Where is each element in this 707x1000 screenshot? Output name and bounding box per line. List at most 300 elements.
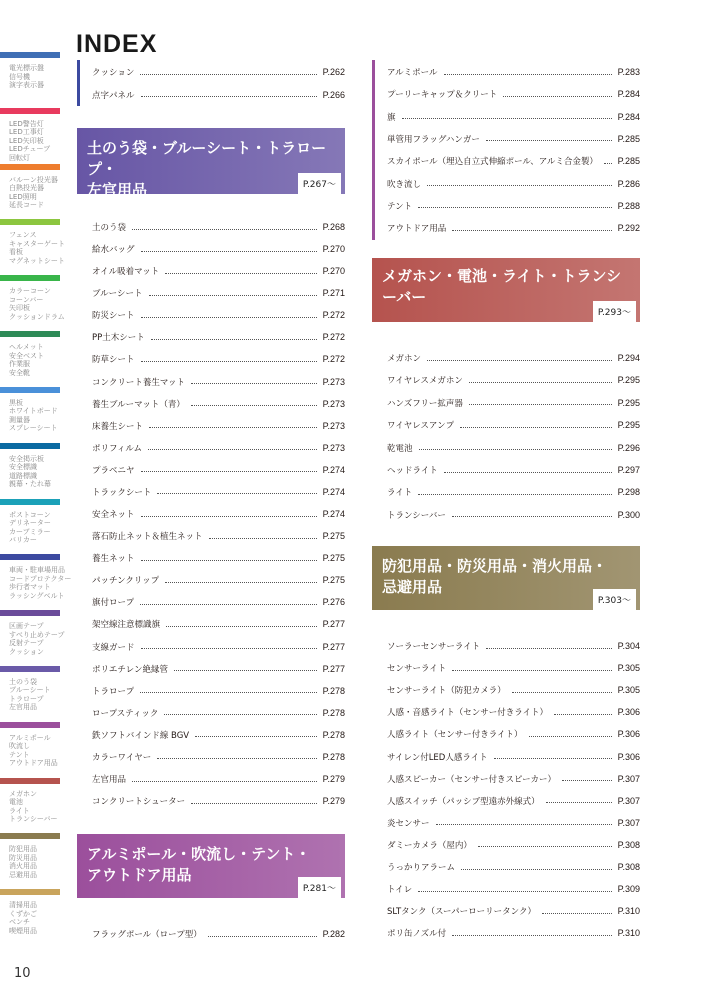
section-page-ref[interactable]: P.267～: [298, 173, 341, 198]
entry-name: 支線ガード: [92, 642, 135, 653]
entry-name: トランシーバー: [387, 510, 446, 521]
entry-name: センサーライト（防犯カメラ）: [387, 686, 506, 697]
side-tab-label: 電池: [9, 798, 23, 807]
side-tab[interactable]: [0, 722, 60, 778]
entry-page: P.272: [322, 332, 345, 343]
side-tab-label: ラッシングベルト: [9, 591, 65, 600]
leader-dots: [165, 582, 317, 583]
entry-name: 人感スピーカー（センサー付きスピーカー）: [387, 774, 556, 785]
side-tab[interactable]: [0, 833, 60, 889]
side-tab-label: 区画テープ: [9, 622, 44, 631]
section-title-line2: 忌避用品: [382, 578, 443, 596]
index-entry[interactable]: [92, 65, 345, 79]
side-tab-label: 黒板: [9, 398, 23, 407]
entry-name: 防草シート: [92, 355, 135, 366]
entry-name: カラーワイヤー: [92, 752, 152, 763]
entry-name: アルミポール: [387, 68, 438, 78]
side-tab-label: アウトドア用品: [9, 759, 58, 768]
index-entry[interactable]: [92, 507, 345, 521]
entry-page: P.278: [322, 751, 345, 762]
index-entry[interactable]: [92, 640, 345, 654]
side-tab-label: フェンス: [9, 231, 37, 240]
side-tab-label: バルーン投光器: [9, 175, 58, 184]
side-tab-label: 安全ベスト: [9, 351, 44, 360]
leader-dots: [460, 427, 612, 428]
entry-name: ソーラーセンサーライト: [387, 642, 481, 652]
side-tab-label: 清掃用品: [9, 901, 37, 910]
index-entry[interactable]: [92, 264, 345, 278]
entry-name: ポリフィルム: [92, 443, 142, 454]
leader-dots: [546, 802, 612, 803]
leader-dots: [141, 251, 317, 252]
section-page-ref[interactable]: P.293～: [593, 301, 636, 326]
section-title-line1: メガホン・電池・ライト・トランシーバー: [382, 267, 622, 306]
leader-dots: [209, 538, 317, 539]
index-entry[interactable]: [92, 728, 345, 742]
index-entry[interactable]: [387, 351, 640, 365]
side-tab-label: 測量器: [9, 415, 30, 424]
entry-name: ポリエチレン絶縁管: [92, 664, 168, 675]
index-entry[interactable]: [387, 683, 640, 697]
side-tab-label: マグネットシート: [9, 256, 65, 265]
entry-page: P.295: [617, 375, 640, 386]
index-entry[interactable]: [387, 441, 640, 455]
entry-page: P.294: [617, 353, 640, 363]
side-tab-label: 道路標識: [9, 471, 37, 480]
side-tab-label: 安全標識: [9, 463, 37, 472]
side-tab-label: 信号機: [9, 72, 30, 81]
entry-page: P.310: [617, 928, 640, 939]
index-entry[interactable]: [92, 242, 345, 256]
index-entry[interactable]: [387, 727, 640, 741]
side-tab[interactable]: [0, 331, 60, 387]
index-entry[interactable]: [92, 330, 345, 344]
entry-page: P.270: [322, 266, 345, 277]
index-entry[interactable]: [387, 926, 640, 940]
entry-page: P.274: [322, 486, 345, 497]
entry-page: P.310: [617, 906, 640, 917]
index-entry[interactable]: [387, 65, 640, 79]
index-entry[interactable]: [92, 794, 345, 808]
leader-dots: [141, 560, 317, 561]
entry-name: 旗付ロープ: [92, 598, 135, 609]
index-entry[interactable]: [387, 154, 640, 168]
side-index-tabs: [0, 52, 72, 945]
entry-name: テント: [387, 201, 413, 212]
index-entry[interactable]: [387, 199, 640, 213]
index-entry[interactable]: [387, 750, 640, 764]
entry-name: 単管用フラッグハンガー: [387, 134, 480, 145]
leader-dots: [141, 96, 317, 97]
leader-dots: [191, 803, 316, 804]
side-tab-label: 矢印板: [9, 304, 30, 313]
entry-page: P.292: [617, 223, 640, 234]
leader-dots: [191, 383, 317, 384]
side-tab-label: LED工事灯: [9, 128, 44, 137]
entry-page: P.268: [322, 222, 345, 232]
index-entry[interactable]: [92, 750, 345, 764]
index-entry[interactable]: [387, 860, 640, 874]
leader-dots: [452, 516, 612, 517]
entry-name: オイル吸着マット: [92, 267, 160, 278]
leader-dots: [452, 670, 611, 671]
side-tab[interactable]: [0, 666, 60, 722]
leader-dots: [141, 471, 317, 472]
entry-name: 落石防止ネット＆植生ネット: [92, 532, 203, 543]
leader-dots: [503, 96, 611, 97]
index-entry[interactable]: [92, 397, 345, 411]
side-tab-label: くずかご: [9, 909, 37, 918]
entry-page: P.282: [322, 929, 345, 939]
entry-page: P.307: [617, 773, 640, 784]
entry-page: P.274: [322, 509, 345, 520]
entry-name: トラックシート: [92, 487, 152, 498]
section-title-line1: 土のう袋・ブルーシート・トラロープ・: [87, 139, 327, 178]
entry-name: センサーライト: [387, 664, 447, 675]
entry-name: フラッグポール（ロープ型）: [92, 930, 202, 940]
leader-dots: [174, 670, 317, 671]
leader-dots: [140, 692, 317, 693]
accent-line-right: [372, 60, 375, 240]
entry-page: P.288: [617, 200, 640, 211]
entry-name: トイレ: [387, 885, 413, 896]
side-tab-label: 土のう袋: [9, 677, 37, 686]
entry-name: ワイヤレスメガホン: [387, 376, 463, 387]
side-tab-label: 安全靴: [9, 368, 30, 377]
entry-page: P.307: [617, 817, 640, 828]
leader-dots: [419, 449, 612, 450]
entry-page: P.306: [617, 707, 640, 718]
index-entry[interactable]: [92, 485, 345, 499]
entry-page: P.284: [617, 89, 640, 100]
section-header-megaphone: [372, 258, 640, 322]
index-entry[interactable]: [387, 463, 640, 477]
entry-page: P.279: [322, 774, 345, 784]
entry-page: P.277: [322, 663, 345, 674]
entry-name: 鉄ソフトバインド線 BGV: [92, 730, 190, 741]
index-entry[interactable]: [387, 508, 640, 522]
entry-name: 人感スイッチ（パッシブ型遠赤外線式）: [387, 796, 540, 807]
entry-page: P.275: [322, 553, 345, 564]
section-header-donou: [77, 128, 345, 199]
side-tab-label: 左官用品: [9, 703, 37, 712]
entry-name: プラベニヤ: [92, 465, 135, 476]
side-tab-label: LED警告灯: [9, 119, 44, 128]
index-entry[interactable]: [92, 352, 345, 366]
leader-dots: [562, 780, 612, 781]
leader-dots: [542, 913, 612, 914]
entry-name: ライト: [387, 488, 413, 499]
index-entry[interactable]: [387, 838, 640, 852]
entry-page: P.308: [617, 862, 640, 872]
side-tab-label: スプレーシート: [9, 424, 58, 433]
side-tab[interactable]: [0, 443, 60, 499]
side-tab-label: キャスターゲート: [9, 239, 65, 248]
side-tab-label: アルミポール: [9, 733, 51, 742]
index-entry[interactable]: [387, 87, 640, 101]
index-entry[interactable]: [92, 88, 345, 102]
index-entry[interactable]: [387, 794, 640, 808]
entry-name: 防災シート: [92, 311, 135, 322]
index-entry[interactable]: [92, 375, 345, 389]
entry-name: 床養生シート: [92, 421, 144, 432]
index-entry[interactable]: [92, 573, 345, 587]
entry-page: P.285: [617, 133, 640, 144]
side-tab-label: テント: [9, 750, 30, 759]
entry-name: 旗: [387, 112, 396, 123]
leader-dots: [157, 493, 316, 494]
entry-page: P.270: [322, 244, 345, 255]
leader-dots: [208, 936, 317, 937]
side-tab-label: 忌避用品: [9, 870, 37, 879]
index-entry[interactable]: [387, 418, 640, 432]
entry-page: P.273: [322, 376, 345, 387]
entry-page: P.277: [322, 619, 345, 630]
page-title: INDEX: [76, 30, 158, 58]
leader-dots: [486, 140, 612, 141]
side-tab-label: 安全掲示板: [9, 454, 44, 463]
leader-dots: [469, 382, 612, 383]
side-tab-label: トランシーバー: [9, 815, 58, 824]
entry-page: P.275: [322, 575, 345, 586]
entry-name: うっかりアラーム: [387, 863, 456, 873]
index-entry[interactable]: [387, 661, 640, 675]
index-entry[interactable]: [387, 485, 640, 499]
accent-line-left: [77, 60, 80, 106]
side-tab[interactable]: [0, 164, 60, 220]
leader-dots: [148, 449, 317, 450]
index-entry[interactable]: [387, 705, 640, 719]
entry-page: P.305: [617, 663, 640, 674]
side-tab[interactable]: [0, 610, 65, 666]
entry-name: ポリ缶ノズル付: [387, 929, 447, 940]
side-tab-label: LED矢印板: [9, 136, 44, 145]
index-entry[interactable]: [92, 441, 345, 455]
entry-name: 炎センサー: [387, 818, 430, 829]
entry-page: P.295: [617, 420, 640, 431]
entry-name: 給水バッグ: [92, 245, 135, 256]
section-title-line2: 左官用品: [87, 181, 148, 199]
index-entry[interactable]: [387, 177, 640, 191]
side-tab-label: 防災用品: [9, 853, 37, 862]
side-tab-label: 看板: [9, 248, 23, 257]
leader-dots: [166, 626, 317, 627]
entry-page: P.262: [322, 67, 345, 77]
entry-name: 架空線注意標識旗: [92, 620, 161, 631]
index-entry[interactable]: [92, 551, 345, 565]
leader-dots: [149, 427, 317, 428]
leader-dots: [486, 648, 612, 649]
section-page-ref[interactable]: P.303～: [593, 589, 636, 614]
entry-name: 土のう袋: [92, 223, 127, 233]
entry-page: P.273: [322, 398, 345, 409]
side-tab[interactable]: [0, 499, 60, 555]
entry-page: P.296: [617, 442, 640, 453]
side-tab-label: ライト: [9, 806, 30, 815]
index-entry[interactable]: [92, 927, 345, 941]
entry-name: 人感ライト（センサー付きライト）: [387, 730, 523, 741]
index-entry[interactable]: [92, 463, 345, 477]
leader-dots: [452, 935, 611, 936]
entry-page: P.266: [322, 89, 345, 100]
side-tab-label: 反射テープ: [9, 639, 44, 648]
entry-page: P.305: [617, 685, 640, 696]
entry-name: 養生ブルーマット（青）: [92, 399, 185, 410]
side-tab-label: 車両・駐車場用品: [9, 566, 65, 575]
leader-dots: [469, 404, 612, 405]
entry-page: P.284: [617, 111, 640, 122]
leader-dots: [195, 736, 317, 737]
entry-name: 点字パネル: [92, 90, 135, 101]
index-entry[interactable]: [387, 132, 640, 146]
side-tab-label: LEDチューブ: [9, 145, 51, 154]
index-entry[interactable]: [92, 772, 345, 786]
leader-dots: [141, 361, 317, 362]
side-tab-label: 歩行者マット: [9, 583, 51, 592]
entry-page: P.272: [322, 354, 345, 365]
index-entry[interactable]: [387, 772, 640, 786]
index-entry[interactable]: [92, 286, 345, 300]
side-tab[interactable]: [0, 219, 65, 275]
index-entry[interactable]: [92, 595, 345, 609]
entry-name: ワイヤレスアンプ: [387, 421, 455, 432]
entry-page: P.277: [322, 641, 345, 652]
leader-dots: [529, 736, 612, 737]
entry-name: コンクリート養生マット: [92, 377, 185, 388]
side-tab-label: 電光標示盤: [9, 64, 44, 72]
side-tab-label: 回転灯: [9, 153, 30, 162]
entry-page: P.275: [322, 531, 345, 542]
side-tab-label: クッションドラム: [9, 312, 65, 321]
index-entry[interactable]: [387, 221, 640, 235]
leader-dots: [132, 781, 317, 782]
side-tab-label: コーンバー: [9, 295, 44, 304]
side-tab-label: 喫煙用品: [9, 926, 37, 935]
index-entry[interactable]: [387, 639, 640, 653]
side-tab[interactable]: [0, 52, 60, 108]
side-tab-label: 演字表示器: [9, 81, 44, 89]
leader-dots: [436, 824, 612, 825]
index-entry[interactable]: [92, 529, 345, 543]
side-tab[interactable]: [0, 778, 60, 834]
index-entry[interactable]: [92, 617, 345, 631]
leader-dots: [478, 846, 612, 847]
section-header-aluminum-pole: [77, 834, 345, 898]
leader-dots: [157, 758, 316, 759]
side-tab-label: 作業服: [9, 360, 30, 369]
entry-name: 安全ネット: [92, 510, 135, 521]
side-tab[interactable]: [0, 108, 60, 164]
side-tab[interactable]: [0, 387, 60, 443]
entry-name: ブルーシート: [92, 289, 143, 300]
side-tab-label: カーブミラー: [9, 527, 51, 536]
side-tab-label: デリネーター: [9, 519, 51, 527]
leader-dots: [427, 185, 612, 186]
index-entry[interactable]: [387, 110, 640, 124]
entry-page: P.279: [322, 796, 345, 807]
leader-dots: [604, 163, 612, 164]
leader-dots: [141, 317, 317, 318]
index-entry[interactable]: [92, 662, 345, 676]
side-tab-label: カラーコーン: [9, 287, 51, 296]
entry-name: トラロープ: [92, 686, 135, 697]
entry-page: P.308: [617, 839, 640, 850]
entry-page: P.286: [617, 178, 640, 189]
leader-dots: [418, 494, 611, 495]
leader-dots: [141, 516, 317, 517]
leader-dots: [427, 360, 612, 361]
index-entry[interactable]: [387, 373, 640, 387]
entry-page: P.272: [322, 310, 345, 321]
side-tab[interactable]: [0, 275, 65, 331]
index-entry[interactable]: [387, 882, 640, 896]
page-number: 10: [14, 966, 31, 981]
entry-name: ヘッドライト: [387, 466, 438, 476]
entry-page: P.271: [322, 288, 345, 299]
side-tab-label: クッション: [9, 647, 44, 656]
entry-page: P.304: [617, 641, 640, 651]
side-tab-label: 防犯用品: [9, 845, 37, 854]
index-entry[interactable]: [387, 904, 640, 918]
side-tab-label: トラロープ: [9, 694, 44, 703]
entry-page: P.278: [322, 685, 345, 696]
index-entry[interactable]: [387, 396, 640, 410]
leader-dots: [418, 891, 612, 892]
side-tab-label: ブルーシート: [9, 686, 51, 695]
leader-dots: [149, 295, 317, 296]
index-entry[interactable]: [92, 684, 345, 698]
entry-name: パッチンクリップ: [92, 576, 160, 587]
side-tab-label: すべり止めテープ: [9, 630, 65, 639]
leader-dots: [402, 118, 612, 119]
side-tab-label: 吹流し: [9, 742, 30, 751]
entry-page: P.273: [322, 420, 345, 431]
index-entry[interactable]: [387, 816, 640, 830]
leader-dots: [444, 472, 612, 473]
entry-page: P.307: [617, 795, 640, 806]
side-tab-label: 消火用品: [9, 862, 37, 871]
index-entry[interactable]: [92, 419, 345, 433]
section-header-crime-prevention: [372, 546, 640, 610]
entry-page: P.274: [322, 464, 345, 475]
entry-name: ダミーカメラ（屋内）: [387, 840, 472, 851]
entry-name: SLTタンク（スーパーローリータンク）: [387, 907, 536, 918]
side-tab-label: メガホン: [9, 789, 37, 798]
entry-name: サイレン付LED人感ライト: [387, 752, 488, 763]
leader-dots: [191, 405, 317, 406]
entry-page: P.298: [617, 487, 640, 498]
index-entry[interactable]: [92, 308, 345, 322]
side-tab-label: 白熱投光器: [9, 184, 44, 193]
leader-dots: [165, 273, 316, 274]
entry-name: コンクリートシューター: [92, 797, 186, 808]
leader-dots: [132, 229, 317, 230]
section-title-line2: アウトドア用品: [87, 866, 192, 884]
entry-page: P.278: [322, 729, 345, 740]
index-entry[interactable]: [92, 220, 345, 234]
leader-dots: [141, 648, 317, 649]
entry-name: クッション: [92, 68, 135, 78]
entry-name: 左官用品: [92, 775, 127, 785]
leader-dots: [418, 207, 612, 208]
entry-name: ロープスティック: [92, 708, 159, 719]
section-page-ref[interactable]: P.281～: [298, 877, 341, 902]
leader-dots: [461, 869, 612, 870]
index-entry[interactable]: [92, 706, 345, 720]
side-tab[interactable]: [0, 889, 60, 945]
leader-dots: [452, 230, 611, 231]
side-tab[interactable]: [0, 554, 72, 610]
